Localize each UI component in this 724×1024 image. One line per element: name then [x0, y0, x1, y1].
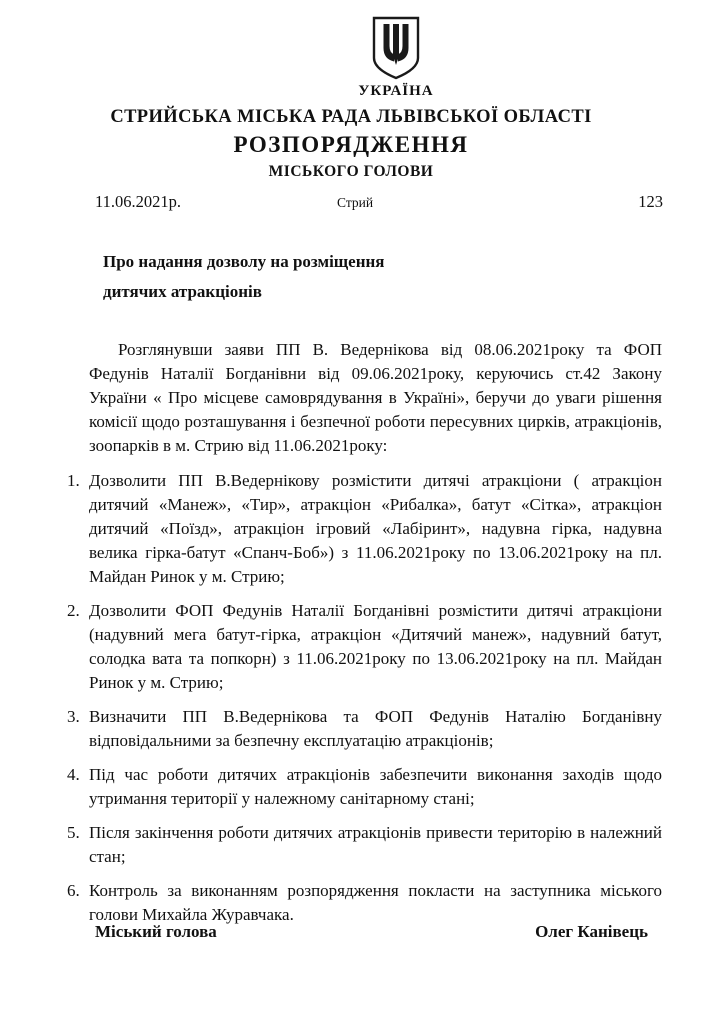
signer-position: Міський голова — [95, 922, 217, 941]
order-items-list — [0, 469, 724, 927]
header-emblem-block — [34, 0, 724, 100]
item-text: Визначити ПП В.Ведернікова та ФОП Федунів Наталію Богданівну відповідальними за безпечну експлуатацію атракціонів; — [89, 707, 662, 750]
item-text: Дозволити ФОП Федунів Наталії Богданівні розмістити дитячі атракціони (надувний мега батут-гірка, атракціон «Дитячий манеж», надувний батут, солодка вата та попкорн) з 11.06.2021року по 13.06.2021року на пл. Майдан Ринок у м. Стрию; — [89, 601, 662, 692]
item-number: 1. — [67, 471, 80, 490]
order-item — [67, 763, 662, 811]
item-text: Контроль за виконанням розпорядження покласти на заступника міського голови Михайла Журавчака. — [89, 881, 662, 924]
item-number: 5. — [67, 823, 80, 842]
document-city: Стрий — [337, 195, 374, 210]
item-number: 3. — [67, 707, 80, 726]
signature-row — [95, 922, 648, 942]
subject-block — [103, 247, 604, 307]
order-item — [67, 705, 662, 753]
document-type-title: РОЗПОРЯДЖЕННЯ — [233, 132, 469, 157]
item-number: 2. — [67, 601, 80, 620]
item-text: Дозволити ПП В.Ведернікову розмістити дитячі атракціони ( атракціон дитячий «Манеж», «Тир», атракціон «Рибалка», батут «Сітка», атракціон дитячий «Поїзд», атракціон ігровий «Лабіринт», надувна гірка, надувна велика гірка-батут «Спанч-Боб») з 11.06.2021року по 13.06.2021року на пл. Майдан Ринок у м. Стрию; — [89, 471, 662, 586]
authority-title: СТРИЙСЬКА МІСЬКА РАДА ЛЬВІВСЬКОЇ ОБЛАСТІ — [110, 107, 592, 127]
intro-paragraph: Розглянувши заяви ПП В. Ведернікова від 08.06.2021року та ФОП Федунів Наталії Богданівни від 09.06.2021року, керуючись ст.42 Закону України « Про місцеве самоврядування в Україні», беручи до уваги рішення комісії щодо розташування і безпечної роботи пересувних цирків, атракціонів, зоопарків в м. Стрию від 11.06.2021року: — [89, 340, 662, 455]
item-number: 6. — [67, 881, 80, 900]
header-headings — [0, 100, 713, 181]
item-text: Під час роботи дитячих атракціонів забезпечити виконання заходів щодо утримання території у належному санітарному стані; — [89, 765, 662, 808]
meta-row — [0, 192, 724, 214]
document-subtype-title: МІСЬКОГО ГОЛОВИ — [268, 163, 434, 180]
order-item — [67, 879, 662, 927]
order-item — [67, 469, 662, 589]
document-number: 123 — [638, 192, 663, 211]
order-item — [67, 599, 662, 695]
item-number: 4. — [67, 765, 80, 784]
country-label: УКРАЇНА — [358, 83, 434, 99]
signer-name: Олег Канівець — [535, 922, 648, 941]
order-item — [67, 821, 662, 869]
document-date: 11.06.2021р. — [95, 192, 182, 211]
subject-line-1: Про надання дозволу на розміщення — [103, 252, 385, 271]
subject-line-2: дитячих атракціонів — [103, 282, 262, 301]
item-text: Після закінчення роботи дитячих атракціонів привести територію в належний стан; — [89, 823, 662, 866]
ukraine-trident-icon — [371, 16, 421, 80]
